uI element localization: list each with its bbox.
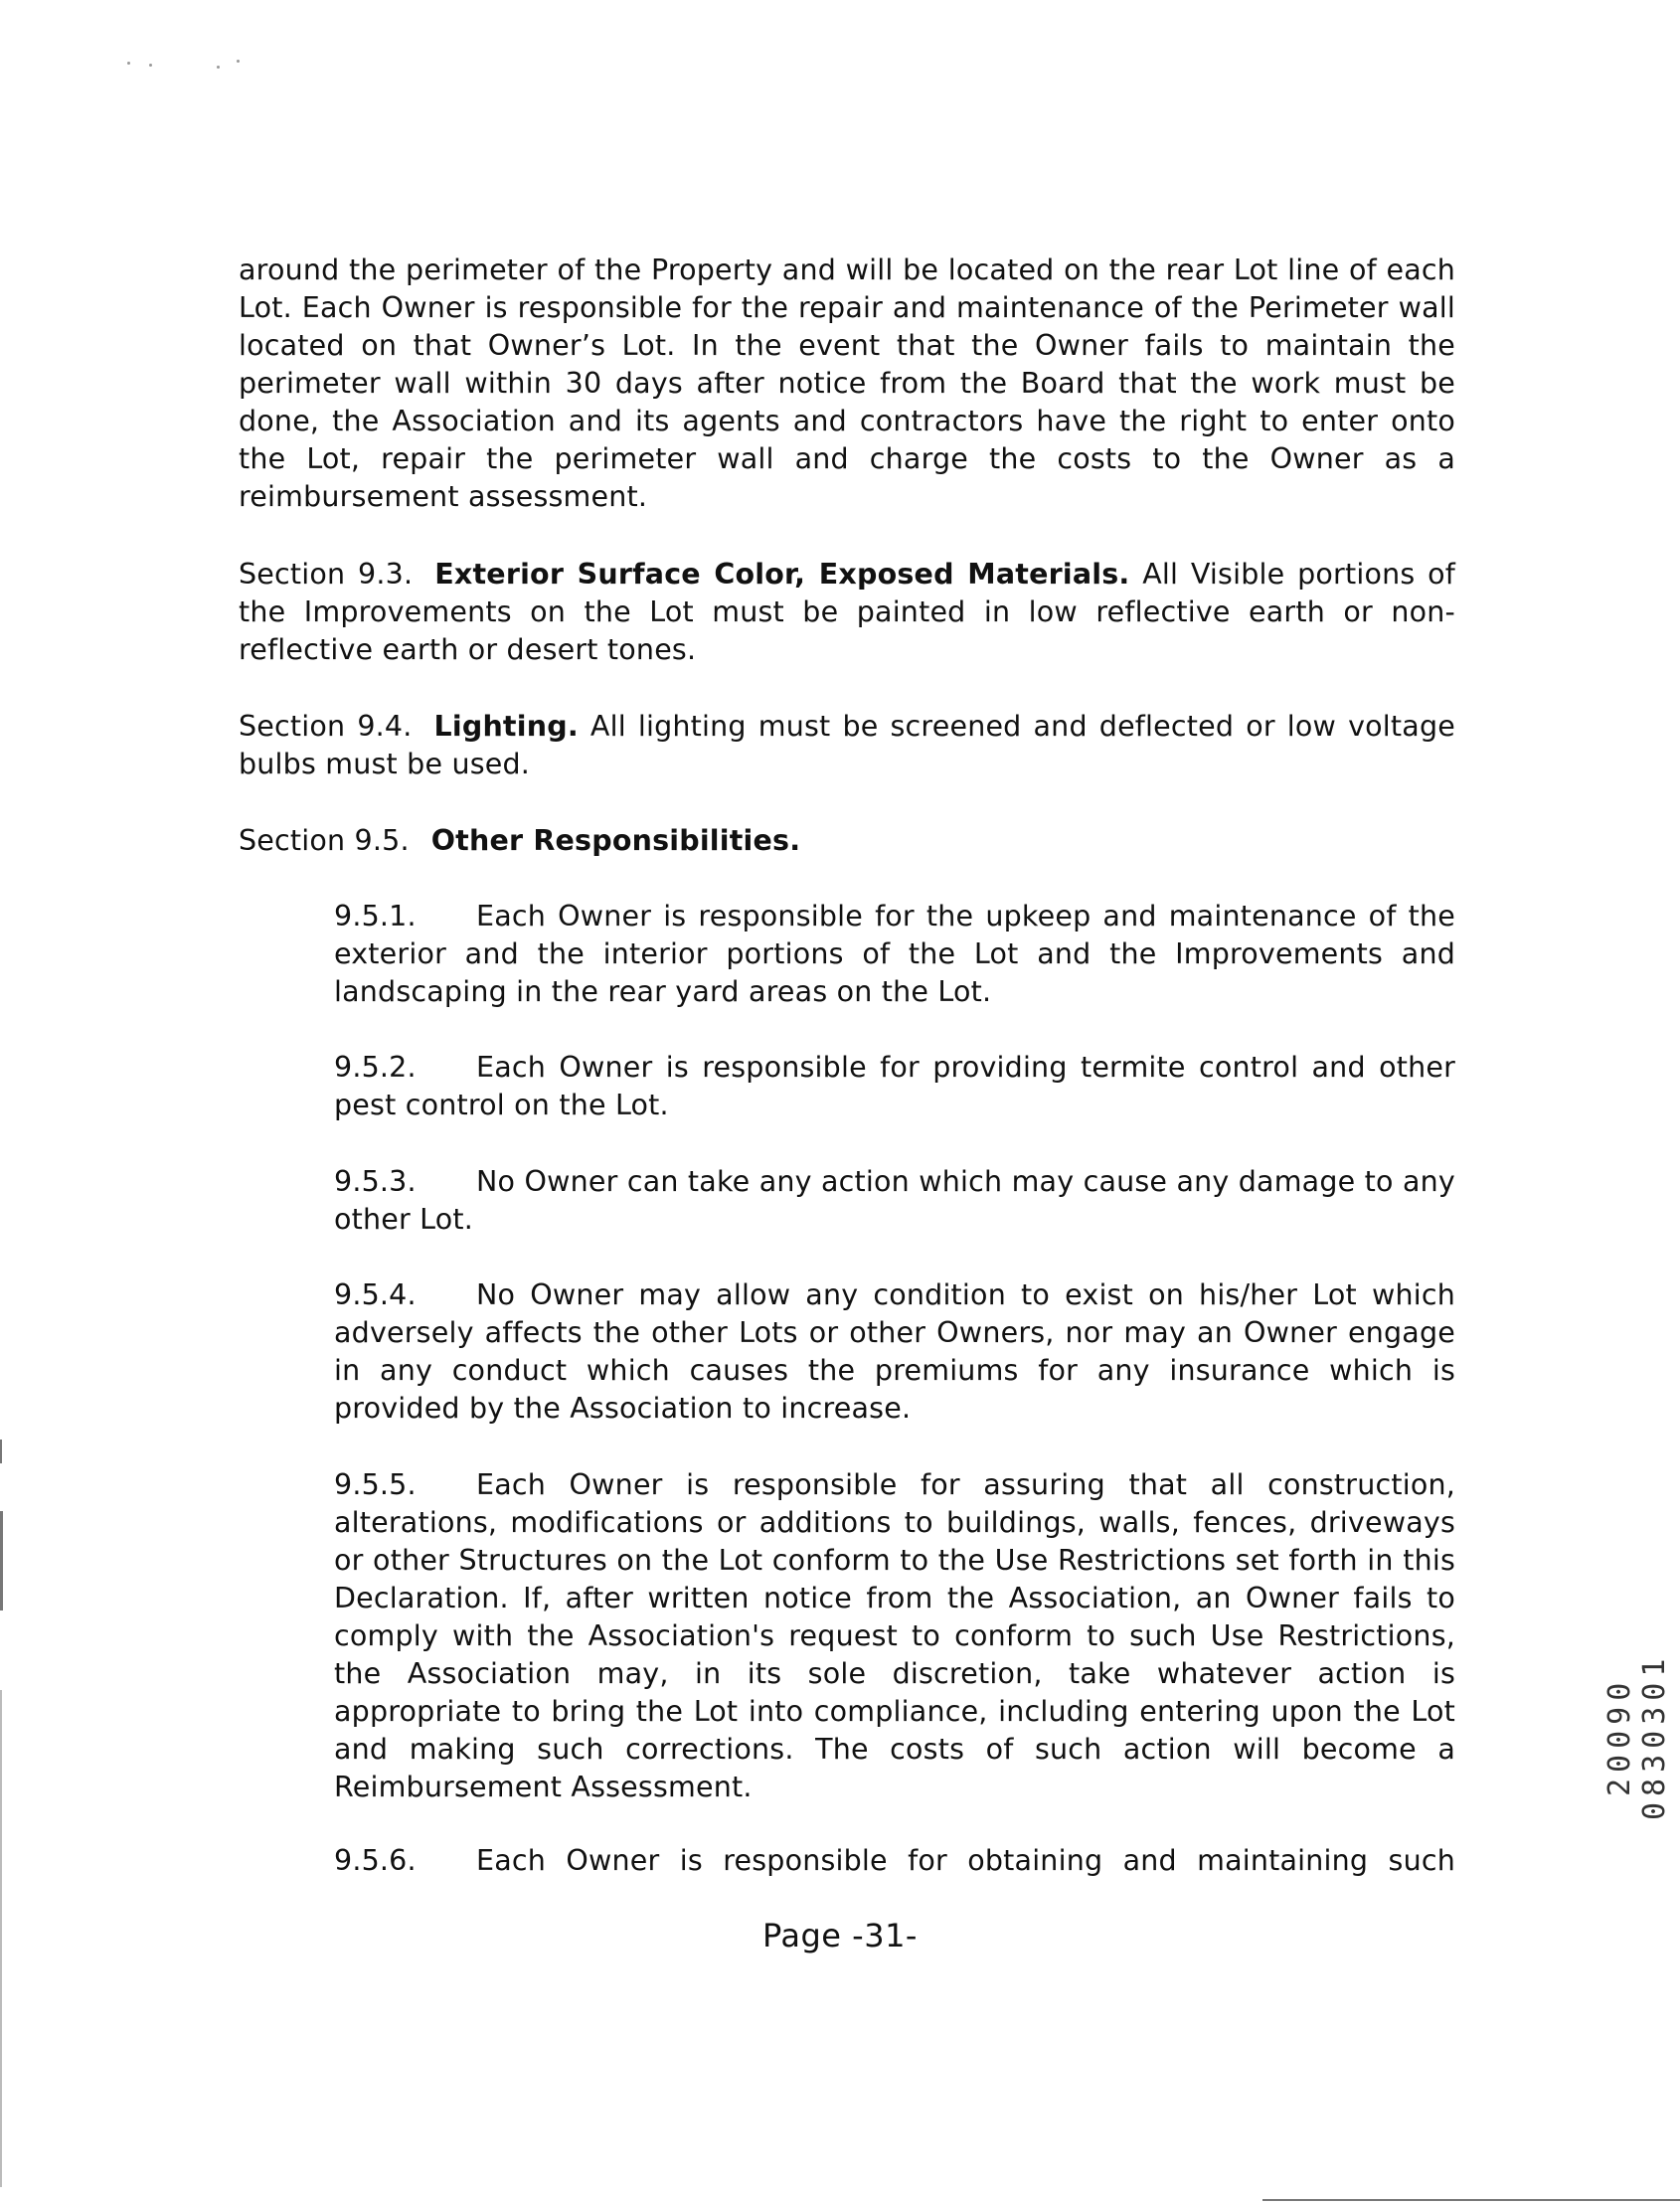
subsection-number: 9.5.5.: [334, 1468, 417, 1501]
subsection-9-5-4: [334, 1276, 1455, 1428]
section-number: Section 9.3.: [239, 558, 414, 591]
subsection-text: Each Owner is responsible for assuring that all construction, alterations, modifications or additions to buildings, walls, fences, driveways or other Structures on the Lot conform to the Use Restrictions set forth in this Declaration. If, after written notice from the Association, an Owner fails to comply with the Association's request to conform to such Use Restrictions, the Association may, in its sole discretion, take whatever action is appropriate to bring the Lot into compliance, including entering upon the Lot and making such corrections. The costs of such action will become a Reimbursement Assessment.: [334, 1468, 1455, 1803]
subsection-text: Each Owner is responsible for providing termite control and other pest control on the Lot.: [334, 1051, 1455, 1121]
section-text: All lighting must be screened and deflected or low voltage bulbs must be used.: [239, 710, 1455, 780]
scan-bottom-line: [1262, 2199, 1680, 2201]
subsection-text: No Owner can take any action which may cause any damage to any other Lot.: [334, 1165, 1455, 1236]
page-number: Page -31-: [762, 1917, 918, 1954]
scan-speck: [127, 62, 130, 65]
subsection-number: 9.5.6.: [334, 1844, 417, 1877]
section-9-5: [239, 822, 1455, 860]
subsection-text: No Owner may allow any condition to exist on his/her Lot which adversely affects the other Lots or other Owners, nor may an Owner engage in any conduct which causes the premiums for any insurance which is provided by the Association to increase.: [334, 1278, 1455, 1425]
section-number: Section 9.4.: [239, 710, 413, 743]
subsection-number: 9.5.2.: [334, 1051, 417, 1084]
section-9-3: [239, 556, 1455, 669]
subsection-9-5-6: [334, 1842, 1455, 1880]
subsection-9-5-2: [334, 1049, 1455, 1124]
section-heading: Exterior Surface Color, Exposed Materials.: [434, 558, 1130, 591]
section-heading: Lighting.: [433, 710, 579, 743]
scan-speck: [237, 60, 240, 63]
scan-edge-mark: [0, 1440, 2, 1463]
section-9-4: [239, 708, 1455, 783]
subsection-number: 9.5.4.: [334, 1278, 417, 1311]
subsection-text: Each Owner is responsible for obtaining and maintaining such: [476, 1844, 1455, 1877]
section-number: Section 9.5.: [239, 824, 410, 857]
intro-paragraph: around the perimeter of the Property and will be located on the rear Lot line of each Lot. Each Owner is responsible for the repair and maintenance of the Perimeter wall located on that Owner’s Lot. In the event that the Owner fails to maintain the perimeter wall within 30 days after notice from the Board that the work must be done, the Association and its agents and contractors have the right to enter onto the Lot, repair the perimeter wall and charge the costs to the Owner as a reimbursement assessment.: [239, 254, 1455, 513]
scan-speck: [149, 64, 152, 67]
subsection-number: 9.5.3.: [334, 1165, 417, 1198]
subsection-text: Each Owner is responsible for the upkeep and maintenance of the exterior and the interior portions of the Lot and the Improvements and landscaping in the rear yard areas on the Lot.: [334, 900, 1455, 1008]
subsection-number: 9.5.1.: [334, 900, 417, 933]
subsection-9-5-3: [334, 1163, 1455, 1239]
scan-speck: [217, 66, 220, 69]
scan-edge-mark: [0, 1511, 3, 1611]
subsection-9-5-5: [334, 1466, 1455, 1806]
section-text: All Visible portions of the Improvements on the Lot must be painted in low reflective earth or non-reflective earth or desert tones.: [239, 558, 1456, 666]
subsection-9-5-1: [334, 898, 1455, 1011]
section-heading: Other Responsibilities.: [430, 824, 801, 857]
recording-stamp: 20090 0830301: [1602, 1652, 1672, 1821]
